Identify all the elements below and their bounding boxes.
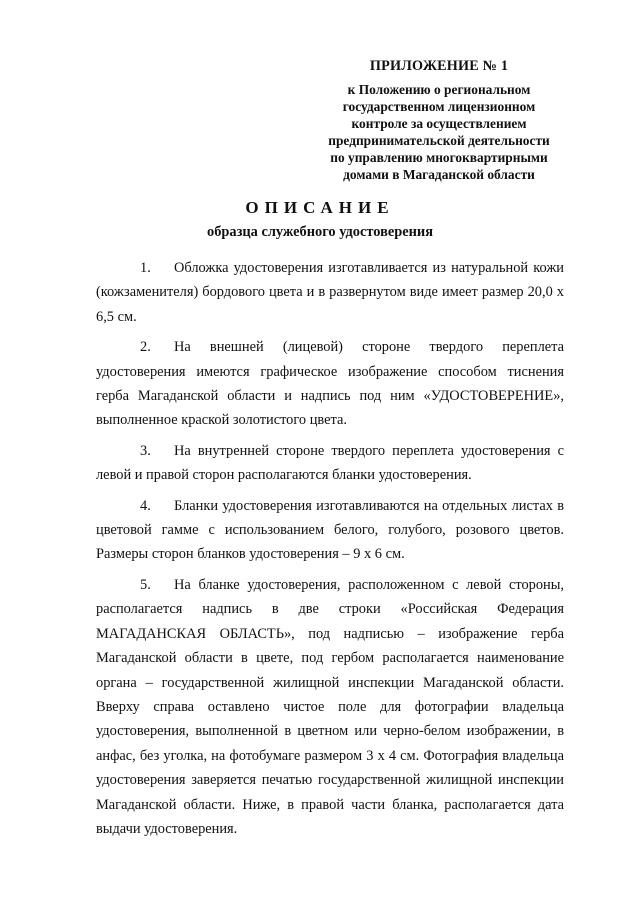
appendix-title: ПРИЛОЖЕНИЕ № 1: [369, 58, 509, 74]
paragraph-text: На бланке удостоверения, расположенном с левой стороны, располагается надпись в две строки «Российская Федерация МАГАДАНСКАЯ ОБЛАСТЬ», под надписью – изображение герба Магаданской области в цвете, под гербом располагается наименование органа – государственной жилищной инспекции Магаданской области. Вверху справа оставлено чистое поле для фотографии владельца удостоверения, выполненной в цветном или черно-белом изображении, в анфас, без уголка, на фотобумаге размером 3 х 4 см. Фотография владельца удостоверения заверяется печатью государственной жилищной инспекции Магаданской области. Ниже, в правой части бланка, располагается дата выдачи удостоверения.: [96, 576, 564, 837]
appendix-line: государственном лицензионном: [342, 99, 536, 114]
paragraph-3: [96, 439, 564, 488]
paragraph-1: [96, 256, 564, 329]
paragraph-number: 1.: [140, 260, 151, 276]
paragraph-2: [96, 335, 564, 433]
paragraph-number: 2.: [140, 339, 151, 356]
appendix-line: домами в Магаданской области: [343, 167, 535, 182]
paragraph-text: Обложка удостоверения изготавливается из натуральной кожи (кожзаменителя) бордового цвета и в развернутом виде имеет размер 20,0 х 6,5 см.: [96, 260, 564, 325]
document-title: ОПИСАНИЕ: [245, 198, 395, 217]
appendix-line: контроле за осуществлением: [351, 116, 527, 131]
document-body: [96, 256, 564, 847]
paragraph-number: 3.: [140, 442, 151, 459]
document-subtitle: образца служебного удостоверения: [207, 224, 433, 240]
appendix-line: к Положению о региональном: [347, 82, 531, 97]
paragraph-text: Бланки удостоверения изготавливаются на отдельных листах в цветовой гамме с использованием белого, голубого, розового цветов. Размеры сторон бланков удостоверения – 9 х 6 см.: [96, 497, 564, 563]
paragraph-number: 5.: [140, 576, 151, 593]
paragraph-text: На внутренней стороне твердого переплета удостоверения с левой и правой сторон располагаются бланки удостоверения.: [96, 442, 564, 484]
paragraph-5: [96, 573, 564, 841]
paragraph-4: [96, 494, 564, 567]
appendix-line: по управлению многоквартирными: [330, 150, 548, 165]
paragraph-number: 4.: [140, 497, 151, 514]
appendix-line: предпринимательской деятельности: [328, 133, 550, 148]
paragraph-text: На внешней (лицевой) стороне твердого переплета удостоверения имеются графическое изображение способом тиснения герба Магаданской области и надпись под ним «УДОСТОВЕРЕНИЕ», выполненное краской золотистого цвета.: [96, 339, 564, 429]
appendix-header: [300, 58, 578, 183]
